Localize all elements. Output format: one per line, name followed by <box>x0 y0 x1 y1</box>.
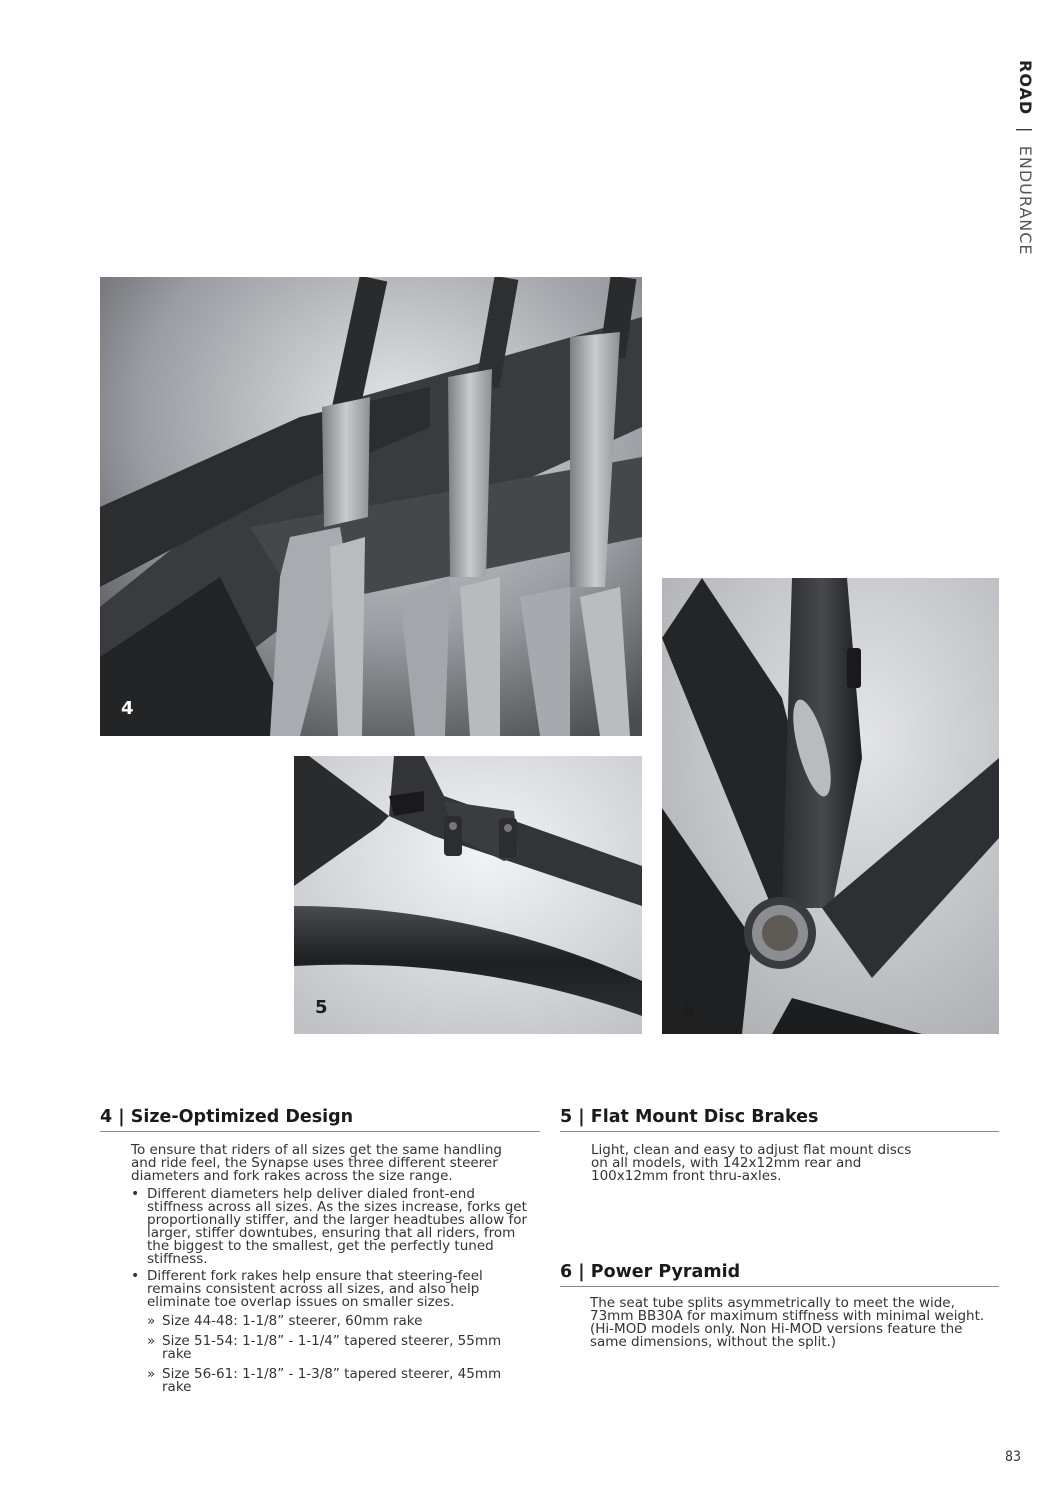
section-body-5 <box>591 1144 921 1183</box>
section-flat-mount-disc-brakes <box>560 1107 999 1183</box>
section-power-pyramid <box>560 1262 999 1349</box>
photo-fork-headtubes <box>100 277 642 736</box>
category-separator: | <box>1016 127 1035 134</box>
bullet-item <box>131 1188 531 1266</box>
photo-number-5: 5 <box>315 997 328 1018</box>
photo-number-6: 6 <box>682 1000 695 1021</box>
section-intro-4: To ensure that riders of all sizes get the same handling and ride feel, the Synapse uses three different steerer diameters and fork rakes across the size range. <box>131 1142 502 1184</box>
category-label: ROAD <box>1016 60 1035 116</box>
section-body-6 <box>590 1297 990 1349</box>
sub-bullet-item: » Size 56-61: 1-1/8” - 1-3/8” tapered steerer, 45mm rake <box>147 1368 531 1394</box>
fork-headtube-photo <box>100 277 642 736</box>
section-text-6: The seat tube splits asymmetrically to meet the wide, 73mm BB30A for maximum stiffness with minimal weight. (Hi-MOD models only. Non Hi-MOD versions feature the same dimensions, without the split.) <box>590 1295 985 1350</box>
flat-mount-brake-photo <box>294 756 642 1034</box>
section-body-4 <box>131 1144 531 1394</box>
section-heading-6: 6 | Power Pyramid <box>560 1262 999 1287</box>
bottom-bracket-photo <box>662 578 999 1034</box>
bullet-item <box>131 1270 531 1394</box>
bullet-text: Different diameters help deliver dialed front-end stiffness across all sizes. As the sizes increase, forks get proportionally stiffer, and the larger headtubes allow for larger, stiffer downtubes, ensuring that all riders, from the biggest to the smallest, get the perfectly tuned stiffness. <box>147 1186 528 1267</box>
sub-bullet-item: » Size 51-54: 1-1/8” - 1-1/4” tapered steerer, 55mm rake <box>147 1335 531 1361</box>
section-heading-5: 5 | Flat Mount Disc Brakes <box>560 1107 999 1132</box>
section-heading-4: 4 | Size-Optimized Design <box>100 1107 540 1132</box>
photo-number-4: 4 <box>121 698 134 719</box>
bullet-text: Different fork rakes help ensure that steering-feel remains consistent across all sizes, and also help eliminate toe overlap issues on smaller sizes. <box>147 1268 483 1310</box>
side-category-label <box>1016 60 1035 256</box>
photo-flat-mount-brake <box>294 756 642 1034</box>
section-size-optimized-design <box>100 1107 540 1401</box>
page-number: 83 <box>1005 1449 1022 1465</box>
photo-bottom-bracket <box>662 578 999 1034</box>
sub-bullet-list <box>147 1315 531 1394</box>
sub-bullet-item: » Size 44-48: 1-1/8” steerer, 60mm rake <box>147 1315 531 1328</box>
subcategory-label: ENDURANCE <box>1016 145 1035 256</box>
bullet-list <box>131 1188 531 1394</box>
section-text-5: Light, clean and easy to adjust flat mount discs on all models, with 142x12mm rear and 100x12mm front thru-axles. <box>591 1142 912 1184</box>
